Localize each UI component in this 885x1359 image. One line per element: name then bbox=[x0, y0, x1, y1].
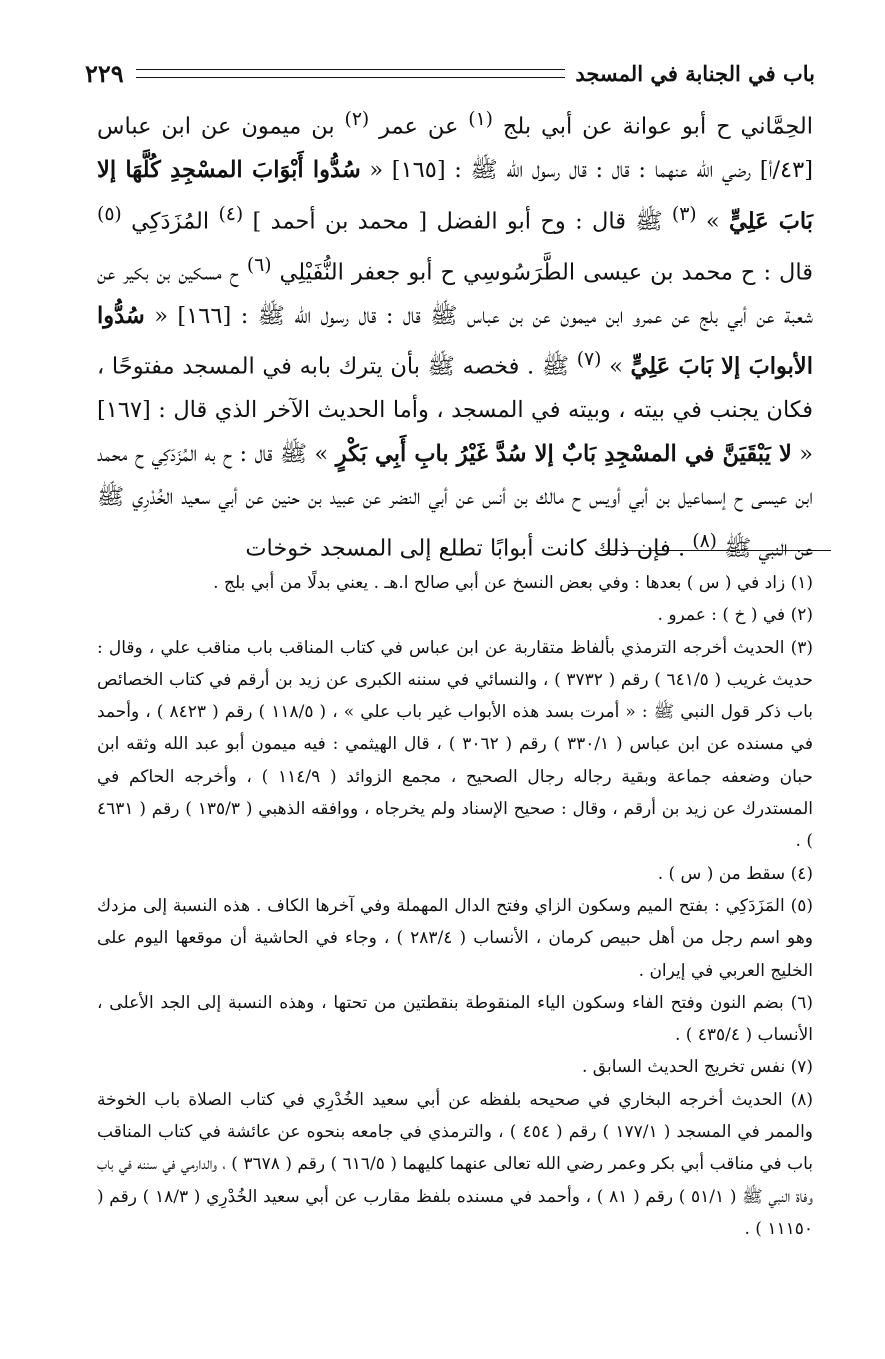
page-number: ٢٢٩ bbox=[85, 58, 124, 88]
text-run: » bbox=[696, 208, 730, 234]
text-run: المُزَدَكِي bbox=[121, 208, 219, 234]
main-text bbox=[97, 98, 813, 571]
text-run: ﷺ . فخصه ﷺ بأن يترك بابه في المسجد مفتوحًا ، فكان يجنب في بيته ، وبيته في المسجد ، وأما الحديث الآخر الذي قال : [١٦٧] « bbox=[97, 353, 813, 467]
hadith-text: سُدُّوا الأبوابَ إلا بَابَ عَلِيٍّ bbox=[97, 302, 813, 380]
footnote-ref: (٣) bbox=[671, 203, 697, 225]
footnote-ref: (٥) bbox=[97, 203, 122, 225]
footnote-ref: (٧) bbox=[576, 349, 602, 370]
running-header bbox=[85, 55, 815, 91]
footnote-ref: (٢) bbox=[344, 109, 370, 130]
footnote-ref: (٦) bbox=[246, 254, 272, 276]
footnote-3: (٣) الحديث أخرجه الترمذي بألفاظ متقاربة عن ابن عباس في كتاب المناقب باب مناقب علي ، وقال : حديث غريب ( ٦٤١/٥ ) رقم ( ٣٧٣٢ ) ، والنسائي في سننه الكبرى عن زيد بن أرقم في كتاب الخصائص باب ذكر قول النبي ﷺ : « أمرت بسد هذه الأبواب غير باب علي » ، ( ١١٨/٥ ) رقم ( ٨٤٢٣ ) ، وأحمد في مسنده عن ابن عباس ( ٣٣٠/١ ) رقم ( ٣٠٦٢ ) ، قال الهيثمي : فيه ميمون أبو عبد الله وثقه ابن حبان وضعفه جماعة وبقية رجاله رجال الصحيح ، مجمع الزوائد ( ١١٤/٩ ) ، وأخرجه الحاكم في المستدرك عن زيد بن أرقم ، وقال : صحيح الإسناد ولم يخرجاه ، ووافقه الذهبي ( ١٣٥/٣ ) رقم ( ٤٦٣١ ) . bbox=[97, 637, 814, 852]
main-paragraph bbox=[97, 98, 813, 571]
hadith-text: لا يَبْقَيَنَّ في المسْجِدِ بَابٌ إلا سُدَّ غَيْرُ بابِ أَبِي بَكْرٍ bbox=[335, 440, 792, 467]
text-run: عن عمر bbox=[369, 113, 469, 140]
footnote-2: (٢) في ( خ ) : عمرو . bbox=[657, 605, 813, 626]
text-run: قال : ح محمد بن عيسى الطَّرَسُوسِي ح أبو جعفر النُّفَيْلِي bbox=[271, 259, 813, 285]
text-run: » ﷺ قال : ح به المُزَدَكِي ح محمد ابن عيسى ح إسماعيل بن أبي أويس ح مالك بن أنس عن أبي النضر عن عبيد بن حنين عن أبي سعيد الخُدْرِي ﷺ عن النبي ﷺ bbox=[97, 440, 813, 561]
header-rule bbox=[136, 69, 566, 78]
text-run: » bbox=[601, 353, 631, 380]
footnote-ref: (٨) bbox=[692, 530, 717, 552]
footnote-6: (٦) بضم النون وفتح الفاء وسكون الياء المنقوطة بنقطتين من تحتها ، وهذه النسبة إلى الجد الأعلى ، الأنساب ( ٤٣٥/٤ ) . bbox=[97, 992, 813, 1046]
text-run: . فإن ذلك كانت أبوابًا تطلع إلى المسجد خوخات bbox=[245, 535, 693, 561]
footnote-ref: (١) bbox=[468, 109, 493, 130]
footnote-separator bbox=[602, 550, 831, 551]
hadith-text: سُدُّوا أَبْوَابَ المسْجِدِ كُلَّهَا إلا بَابَ عَلِيٍّ bbox=[97, 157, 813, 234]
footnotes bbox=[97, 567, 813, 1245]
footnote-7: (٧) نفس تخريج الحديث السابق . bbox=[581, 1057, 813, 1078]
footnote-5: (٥) المَزَدَكِي : بفتح الميم وسكون الزاي وفتح الدال المهملة وفي آخرها الكاف . هذه النسبة إلى مزدك وهو اسم رجل من أهل حبيص كرمان ، الأنساب ( ٢٨٣/٤ ) ، وجاء في الحاشية أن موقعها اليوم على الخليج العربي في إيران . bbox=[97, 895, 813, 981]
text-run: بن ميمون عن ابن عباس [٤٣/أ] رضي الله عنهما : قال : قال رسول الله ﷺ : [١٦٥] « bbox=[97, 113, 813, 183]
footnote-8: (٨) الحديث أخرجه البخاري في صحيحه بلفظه عن أبي سعيد الخُدْرِي في كتاب الصلاة باب الخوخة والممر في المسجد ( ١٧٧/١ ) رقم ( ٤٥٤ ) ، والترمذي في جامعه بنحوه عن عائشة في كتاب المناقب باب في مناقب أبي بكر وعمر رضي الله تعالى عنهما كليهما ( ٦١٦/٥ ) رقم ( ٣٦٧٨ ) ، والدارمي في سننه في باب وفاة النبي ﷺ ( ٥١/١ ) رقم ( ٨١ ) ، وأحمد في مسنده بلفظ مقارب عن أبي سعيد الخُدْرِي ( ١٨/٣ ) رقم ( ١١١٥٠ ) . bbox=[97, 1089, 813, 1239]
footnote-ref: (٤) bbox=[218, 203, 244, 225]
footnote-1: (١) زاد في ( س ) بعدها : وفي بعض النسخ عن أبي صالح ا.هـ . يعني بدلًا من أبي بلج . bbox=[213, 573, 813, 593]
footnote-4: (٤) سقط من ( س ) . bbox=[657, 863, 813, 884]
chapter-title: باب في الجنابة في المسجد bbox=[575, 60, 815, 86]
text-run: ﷺ قال : وح أبو الفضل [ محمد بن أحمد ] bbox=[243, 208, 672, 234]
text-run: الحِمَّاني ح أبو عوانة عن أبي بلج bbox=[493, 113, 813, 140]
text-run: ح مسكين بن بكير عن شعبة عن أبي بلج عن عمرو ابن ميمون عن بن عباس ﷺ قال : قال رسول الله ﷺ : [١٦٦] « bbox=[97, 259, 813, 329]
